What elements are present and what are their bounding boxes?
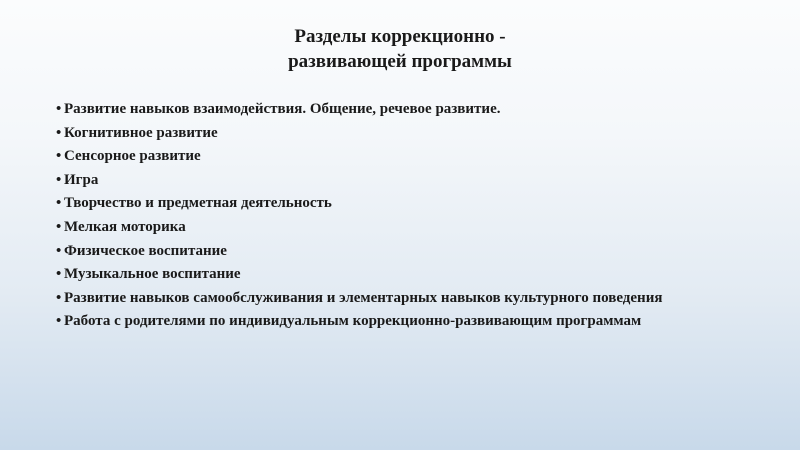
slide-title-line-2: развивающей программы: [288, 51, 512, 72]
list-item: [56, 263, 766, 287]
list-item: [56, 310, 766, 334]
bullet-icon: •: [56, 148, 62, 165]
list-item: [56, 169, 766, 193]
bullet-icon: •: [56, 101, 62, 117]
list-item: [56, 216, 766, 240]
list-item-text: Сенсорное развитие: [64, 148, 201, 165]
bullet-icon: •: [56, 242, 62, 259]
list-item: [56, 192, 766, 216]
list-item: [56, 98, 766, 122]
list-item-text: Развитие навыков самообслуживания и элементарных навыков культурного поведения: [64, 289, 663, 306]
list-item-text: Мелкая моторика: [64, 218, 186, 235]
bullet-icon: •: [56, 313, 62, 330]
bullet-icon: •: [56, 218, 62, 235]
bullet-icon: •: [56, 124, 62, 141]
list-item-text: Музыкальное воспитание: [64, 266, 241, 283]
list-item-text: Игра: [64, 171, 99, 188]
bullet-icon: •: [56, 266, 62, 283]
list-item-text: Развитие навыков взаимодействия. Общение, речевое развитие.: [64, 101, 501, 117]
sections-list: [56, 98, 766, 334]
slide-title-line-1: Разделы коррекционно -: [294, 26, 506, 47]
list-item-text: Когнитивное развитие: [64, 124, 218, 141]
bullet-icon: •: [56, 289, 62, 306]
slide-title: [0, 24, 800, 74]
list-item-text: Творчество и предметная деятельность: [64, 195, 332, 212]
list-item-text: Работа с родителями по индивидуальным коррекционно-развивающим программам: [64, 313, 642, 330]
list-item-text: Физическое воспитание: [64, 242, 227, 259]
bullet-icon: •: [56, 195, 62, 212]
list-item: [56, 122, 766, 146]
bullet-icon: •: [56, 171, 62, 188]
list-item: [56, 240, 766, 264]
list-item: [56, 287, 766, 311]
list-item: [56, 145, 766, 169]
